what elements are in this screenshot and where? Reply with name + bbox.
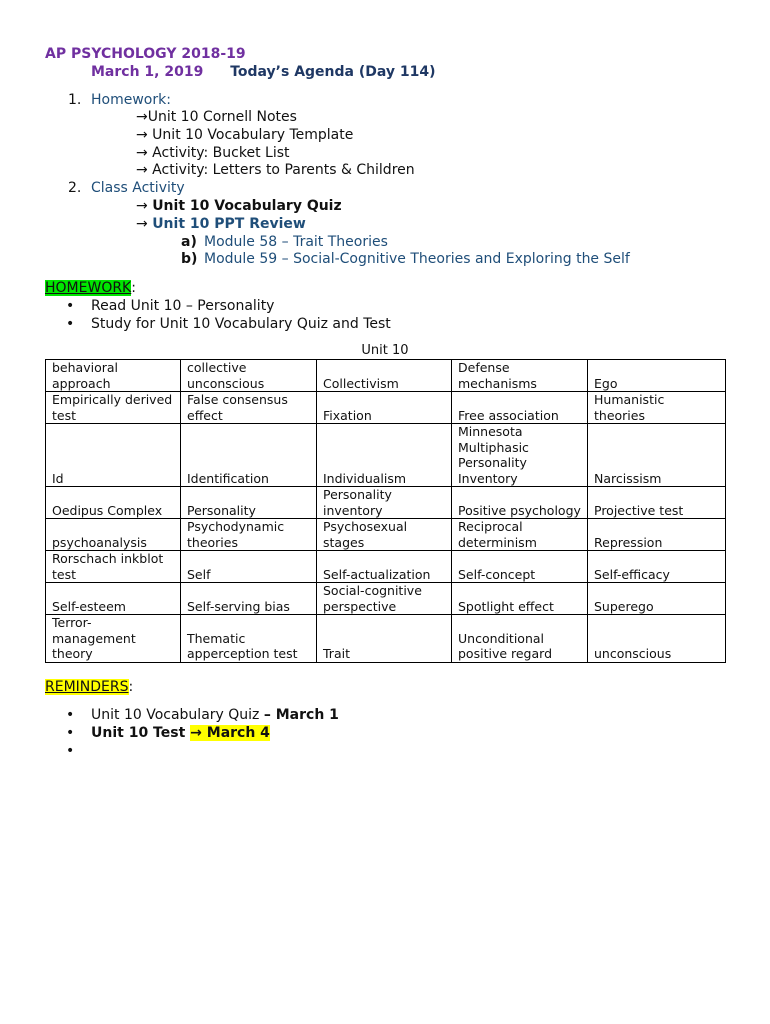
table-row (46, 615, 726, 663)
arrow-icon: → (136, 198, 148, 214)
homework-bullet-1: Read Unit 10 – Personality (91, 298, 275, 314)
sub-item-b-text: Module 59 – Social-Cognitive Theories and Exploring the Self (204, 251, 630, 267)
table-cell: Personality (181, 487, 317, 519)
table-cell: Psychosexual stages (317, 519, 452, 551)
homework-heading (45, 280, 136, 296)
table-row (46, 519, 726, 551)
reminder-item-1-text: Unit 10 Vocabulary Quiz (91, 707, 264, 723)
table-cell: Individualism (317, 424, 452, 487)
table-cell: Self-actualization (317, 551, 452, 583)
sub-item-a-text: Module 58 – Trait Theories (204, 234, 388, 250)
table-cell: Projective test (588, 487, 726, 519)
agenda-heading: Today’s Agenda (Day 114) (230, 64, 436, 80)
table-cell: Spotlight effect (452, 583, 588, 615)
table-row (46, 487, 726, 519)
table-cell: Self (181, 551, 317, 583)
table-cell: Rorschach inkblot test (46, 551, 181, 583)
homework-bullet-2: Study for Unit 10 Vocabulary Quiz and Test (91, 316, 391, 332)
table-cell: Identification (181, 424, 317, 487)
table-cell: Narcissism (588, 424, 726, 487)
agenda-item-2-number: 2. (68, 180, 82, 196)
homework-heading-text: HOMEWORK (45, 280, 132, 296)
agenda-item-1-label: Homework: (91, 92, 171, 108)
table-row (46, 392, 726, 424)
table-cell: Ego (588, 360, 726, 392)
table-cell: Unconditional positive regard (452, 615, 588, 663)
table-cell: Minnesota Multiphasic Personality Inventory (452, 424, 588, 487)
date-agenda-line (91, 64, 436, 80)
table-cell: Social-cognitive perspective (317, 583, 452, 615)
table-row (46, 360, 726, 392)
agenda-item-2-label: Class Activity (91, 180, 185, 196)
agenda-item-1-number: 1. (68, 92, 82, 108)
table-cell: Self-serving bias (181, 583, 317, 615)
table-row (46, 551, 726, 583)
table-cell: Collectivism (317, 360, 452, 392)
table-row (46, 424, 726, 487)
table-cell: collective unconscious (181, 360, 317, 392)
bullet-icon: • (66, 298, 75, 314)
table-cell: Terror-management theory (46, 615, 181, 663)
reminder-item-2-date: → March 4 (190, 725, 270, 741)
table-cell: Personality inventory (317, 487, 452, 519)
vocabulary-table (45, 359, 726, 663)
homework-item-cornell: →Unit 10 Cornell Notes (136, 109, 297, 125)
homework-item-bucket-list: → Activity: Bucket List (136, 145, 290, 161)
table-cell: Self-efficacy (588, 551, 726, 583)
class-activity-quiz (136, 198, 342, 214)
reminder-item-1-date: – March 1 (263, 707, 339, 723)
homework-heading-colon: : (131, 280, 136, 296)
reminder-item-2-text: Unit 10 Test (91, 725, 191, 741)
bullet-icon: • (66, 725, 75, 741)
table-cell: behavioral approach (46, 360, 181, 392)
table-cell: Self-esteem (46, 583, 181, 615)
table-cell: Repression (588, 519, 726, 551)
table-cell: Defense mechanisms (452, 360, 588, 392)
table-cell: unconscious (588, 615, 726, 663)
homework-item-letters: → Activity: Letters to Parents & Children (136, 162, 415, 178)
reminder-item-1 (91, 707, 339, 723)
table-caption: Unit 10 (361, 343, 409, 358)
reminder-item-2 (91, 725, 270, 741)
table-cell: False consensus effect (181, 392, 317, 424)
bullet-icon: • (66, 707, 75, 723)
table-cell: Humanistic theories (588, 392, 726, 424)
table-cell: Reciprocal determinism (452, 519, 588, 551)
class-activity-review (136, 216, 306, 232)
table-cell: Positive psychology (452, 487, 588, 519)
arrow-icon: → (136, 216, 148, 232)
table-cell: Superego (588, 583, 726, 615)
homework-item-vocab-template: → Unit 10 Vocabulary Template (136, 127, 354, 143)
table-cell: Thematic apperception test (181, 615, 317, 663)
reminders-heading-text: REMINDERS (45, 679, 129, 695)
table-cell: Trait (317, 615, 452, 663)
bullet-icon: • (66, 743, 75, 759)
agenda-date: March 1, 2019 (91, 64, 204, 80)
table-cell: Id (46, 424, 181, 487)
reminders-heading (45, 679, 133, 695)
table-row (46, 583, 726, 615)
table-cell: Fixation (317, 392, 452, 424)
course-title: AP PSYCHOLOGY 2018-19 (45, 46, 246, 62)
bullet-icon: • (66, 316, 75, 332)
table-cell: Oedipus Complex (46, 487, 181, 519)
class-activity-quiz-text: Unit 10 Vocabulary Quiz (152, 198, 342, 214)
table-cell: Free association (452, 392, 588, 424)
table-cell: Self-concept (452, 551, 588, 583)
sub-item-b-label: b) (181, 251, 198, 267)
class-activity-review-text: Unit 10 PPT Review (152, 216, 306, 232)
table-cell: Psychodynamic theories (181, 519, 317, 551)
reminders-heading-colon: : (128, 679, 134, 695)
table-cell: psychoanalysis (46, 519, 181, 551)
sub-item-a-label: a) (181, 234, 197, 250)
table-cell: Empirically derived test (46, 392, 181, 424)
